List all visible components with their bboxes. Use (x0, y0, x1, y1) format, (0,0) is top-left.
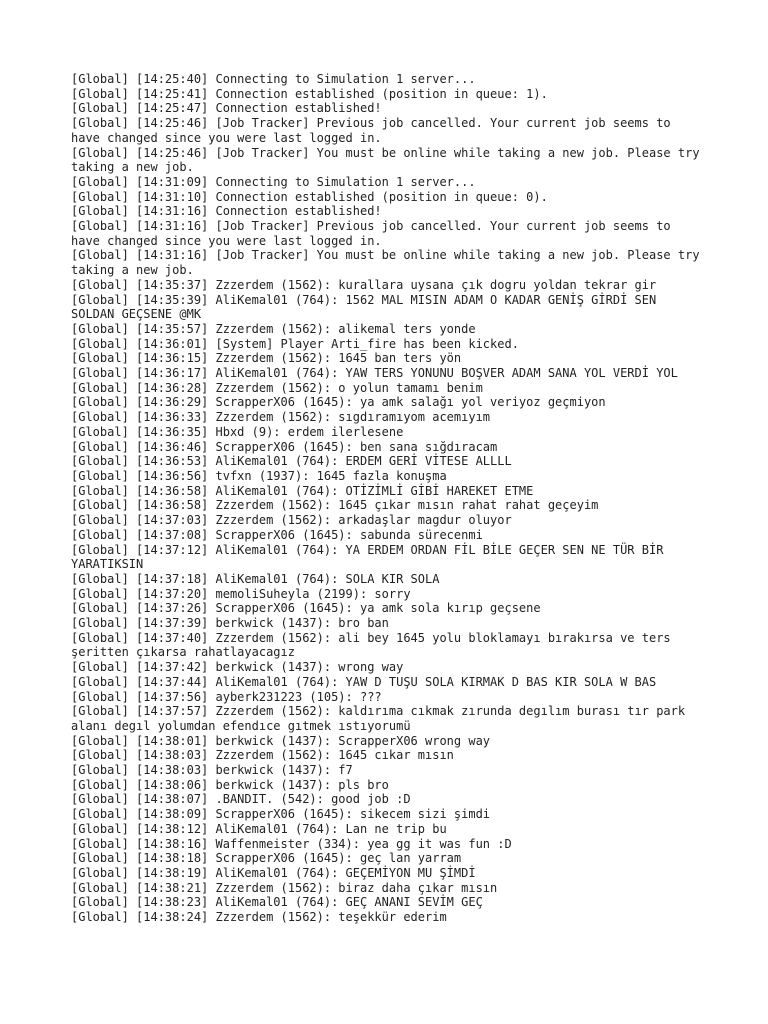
log-line: [Global] [14:31:16] [Job Tracker] Previous job cancelled. Your current job seems to have changed since you were last logged in. (71, 219, 678, 248)
log-line: [Global] [14:37:18] AliKemal01 (764): SOLA KIR SOLA (71, 571, 440, 586)
log-line: [Global] [14:36:01] [System] Player Arti_fire has been kicked. (71, 336, 519, 351)
log-line: [Global] [14:38:23] AliKemal01 (764): GEÇ ANANI SEVİM GEÇ (71, 895, 483, 910)
log-line: [Global] [14:25:40] Connecting to Simulation 1 server... (71, 72, 476, 86)
log-line: [Global] [14:31:09] Connecting to Simulation 1 server... (71, 174, 476, 189)
log-line: [Global] [14:36:53] AliKemal01 (764): ERDEM GERİ VİTESE ALLLL (71, 454, 512, 469)
log-line: [Global] [14:25:47] Connection established! (71, 101, 382, 116)
log-line: [Global] [14:37:39] berkwick (1437): bro ban (71, 616, 389, 631)
log-line: [Global] [14:38:24] Zzzerdem (1562): teşekkür ederim (71, 910, 447, 925)
log-line: [Global] [14:38:18] ScrapperX06 (1645): geç lan yarram (71, 851, 462, 866)
log-line: [Global] [14:35:37] Zzzerdem (1562): kurallara uysana çık dogru yoldan tekrar gir (71, 277, 657, 292)
log-line: [Global] [14:36:15] Zzzerdem (1562): 1645 ban ters yön (71, 351, 462, 366)
log-line: [Global] [14:38:07] .BANDIT. (542): good job :D (71, 792, 411, 807)
log-line: [Global] [14:38:12] AliKemal01 (764): Lan ne trip bu (71, 821, 447, 836)
log-line: [Global] [14:36:33] Zzzerdem (1562): sıgdıramıyom acemıyım (71, 410, 491, 425)
log-line: [Global] [14:38:06] berkwick (1437): pls bro (71, 777, 389, 792)
log-line: [Global] [14:36:58] Zzzerdem (1562): 1645 çıkar mısın rahat rahat geçeyim (71, 498, 599, 513)
log-line: [Global] [14:35:57] Zzzerdem (1562): alikemal ters yonde (71, 321, 476, 336)
log-line: [Global] [14:38:03] Zzzerdem (1562): 1645 cıkar mısın (71, 748, 454, 763)
log-line: [Global] [14:37:20] memoliSuheyla (2199): sorry (71, 586, 411, 601)
log-line: [Global] [14:36:28] Zzzerdem (1562): o yolun tamamı benim (71, 380, 483, 395)
log-line: [Global] [14:36:58] AliKemal01 (764): OTİZİMLİ GİBİ HAREKET ETME (71, 483, 534, 498)
log-line: [Global] [14:37:08] ScrapperX06 (1645): sabunda sürecenmi (71, 527, 483, 542)
log-line: [Global] [14:37:44] AliKemal01 (764): YAW D TUŞU SOLA KIRMAK D BAS KIR SOLA W BAS (71, 674, 657, 689)
log-line: [Global] [14:36:17] AliKemal01 (764): YAW TERS YONUNU BOŞVER ADAM SANA YOL VERDİ YOL (71, 366, 678, 381)
log-line: [Global] [14:25:41] Connection established (position in queue: 1). (71, 86, 548, 101)
log-line: [Global] [14:37:40] Zzzerdem (1562): ali bey 1645 yolu bloklamayı bırakırsa ve ters şeritten çıkarsa rahatlayacagız (71, 630, 678, 660)
log-line: [Global] [14:38:03] berkwick (1437): f7 (71, 763, 353, 778)
log-line: [Global] [14:38:09] ScrapperX06 (1645): sikecem sizi şimdi (71, 807, 491, 822)
log-line: [Global] [14:38:19] AliKemal01 (764): GEÇEMİYON MU ŞİMDİ (71, 865, 476, 880)
log-line: [Global] [14:38:01] berkwick (1437): ScrapperX06 wrong way (71, 733, 491, 748)
log-line: [Global] [14:35:39] AliKemal01 (764): 1562 MAL MISIN ADAM O KADAR GENİŞ GİRDİ SEN SOLDAN GEÇSENE @MK (71, 292, 664, 322)
chat-log (71, 72, 707, 925)
log-line: [Global] [14:36:46] ScrapperX06 (1645): ben sana sığdıracam (71, 439, 498, 454)
log-line: [Global] [14:37:12] AliKemal01 (764): YA ERDEM ORDAN FİL BİLE GEÇER SEN NE TÜR BİR YARATIKSIN (71, 542, 671, 572)
log-line: [Global] [14:31:10] Connection established (position in queue: 0). (71, 189, 548, 204)
log-line: [Global] [14:31:16] [Job Tracker] You must be online while taking a new job. Please try taking a new job. (71, 248, 707, 278)
log-line: [Global] [14:37:42] berkwick (1437): wrong way (71, 660, 404, 675)
log-line: [Global] [14:37:56] ayberk231223 (105): ??? (71, 689, 382, 704)
log-line: [Global] [14:37:57] Zzzerdem (1562): kaldırıma cıkmak zırunda degılım burası tır park alanı degıl yolumdan efendıce gıtmek ıstıyorumü (71, 704, 693, 733)
log-line: [Global] [14:38:21] Zzzerdem (1562): biraz daha çıkar mısın (71, 880, 498, 895)
log-line: [Global] [14:36:29] ScrapperX06 (1645): ya amk salağı yol veriyoz geçmiyon (71, 395, 606, 410)
log-line: [Global] [14:25:46] [Job Tracker] Previous job cancelled. Your current job seems to have changed since you were last logged in. (71, 116, 678, 145)
log-line: [Global] [14:36:35] Hbxd (9): erdem ilerlesene (71, 424, 404, 439)
log-line: [Global] [14:31:16] Connection established! (71, 204, 382, 219)
log-line: [Global] [14:37:03] Zzzerdem (1562): arkadaşlar magdur oluyor (71, 513, 512, 528)
log-line: [Global] [14:36:56] tvfxn (1937): 1645 fazla konuşma (71, 468, 447, 483)
log-line: [Global] [14:37:26] ScrapperX06 (1645): ya amk sola kırıp geçsene (71, 601, 541, 616)
log-line: [Global] [14:25:46] [Job Tracker] You must be online while taking a new job. Please try taking a new job. (71, 145, 707, 175)
log-line: [Global] [14:38:16] Waffenmeister (334): yea gg it was fun :D (71, 836, 512, 851)
